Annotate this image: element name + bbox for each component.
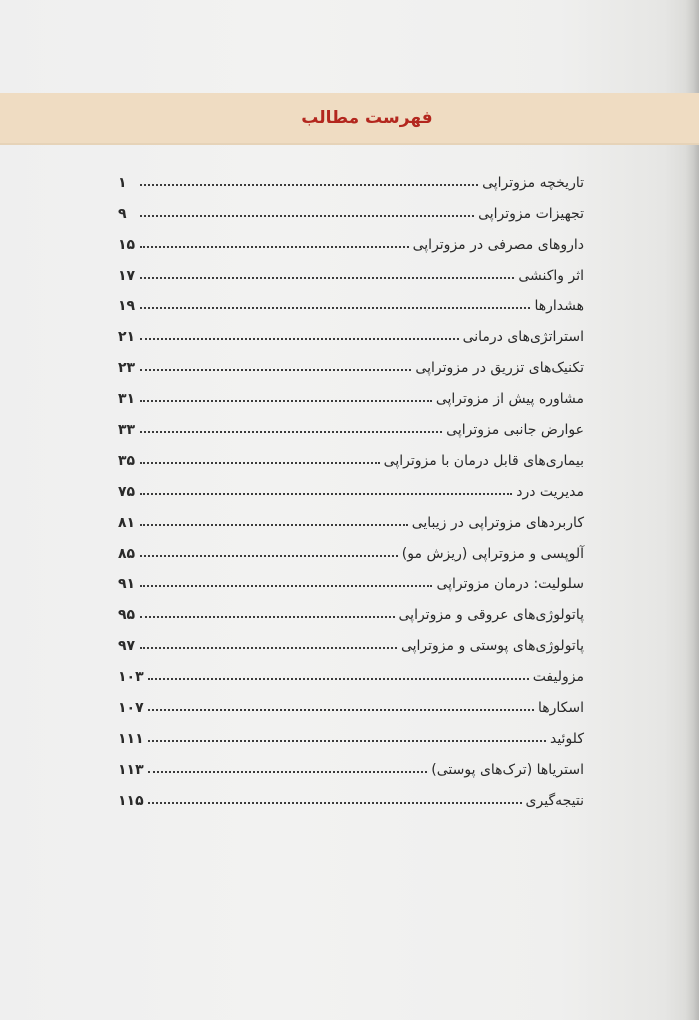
toc-entry-title: استریاها (ترک‌های پوستی) xyxy=(431,761,584,778)
toc-entry-title: تکنیک‌های تزریق در مزوتراپی xyxy=(415,360,584,377)
dot-leader xyxy=(140,277,514,279)
toc-entry xyxy=(118,345,584,376)
dot-leader xyxy=(140,184,478,186)
toc-entry-title: پاتولوژی‌های پوستی و مزوتراپی xyxy=(400,638,584,655)
toc-entry xyxy=(118,438,584,469)
toc-entry-page-number: ۱۷ xyxy=(118,267,136,284)
toc-entry-title: مزولیفت xyxy=(532,669,584,686)
toc-entry-page-number: ۹۵ xyxy=(118,607,136,624)
toc-entry xyxy=(118,407,584,438)
toc-entry-page-number: ۱۰۷ xyxy=(118,700,144,717)
toc-entry-page-number: ۷۵ xyxy=(118,483,136,500)
toc-entry-title: اثر واکنشی xyxy=(518,267,584,284)
toc-entry xyxy=(118,592,584,623)
dot-leader xyxy=(140,493,512,495)
toc-entry-page-number: ۱۵ xyxy=(118,236,136,253)
toc-entry-title: مدیریت درد xyxy=(516,483,584,500)
toc-entry xyxy=(118,160,584,191)
toc-entry-title: مشاوره پیش از مزوتراپی xyxy=(435,391,584,408)
toc-entry-title: تاریخچه مزوتراپی xyxy=(482,174,584,191)
toc-entry xyxy=(118,284,584,315)
toc-entry xyxy=(118,531,584,562)
page-title: فهرست مطالب xyxy=(301,108,433,128)
toc-entry-page-number: ۲۱ xyxy=(118,329,136,346)
dot-leader xyxy=(140,400,432,402)
toc-entry xyxy=(118,314,584,345)
toc-entry xyxy=(118,685,584,716)
toc-entry-page-number: ۱۹ xyxy=(118,298,136,315)
toc-entry xyxy=(118,562,584,593)
dot-leader xyxy=(140,647,397,649)
toc-entry-page-number: ۱۱۵ xyxy=(118,792,144,809)
toc-entry-title: تجهیزات مزوتراپی xyxy=(478,205,584,222)
toc-entry-title: کاربردهای مزوتراپی در زیبایی xyxy=(411,514,584,531)
toc-entry xyxy=(118,747,584,778)
toc-entry-page-number: ۳۱ xyxy=(118,391,136,408)
dot-leader xyxy=(140,338,459,340)
dot-leader xyxy=(140,369,411,371)
dot-leader xyxy=(148,678,529,680)
dot-leader xyxy=(140,215,474,217)
toc-entry-title: آلوپسی و مزوتراپی (ریزش مو) xyxy=(401,545,584,562)
header-band xyxy=(0,93,699,145)
toc-entry-page-number: ۸۵ xyxy=(118,545,136,562)
toc-entry-page-number: ۹ xyxy=(118,205,127,222)
toc-entry-title: کلوئید xyxy=(549,730,584,747)
toc-entry-page-number: ۹۱ xyxy=(118,576,136,593)
dot-leader xyxy=(140,524,408,526)
dot-leader xyxy=(140,246,409,248)
dot-leader xyxy=(140,616,395,618)
toc-entry-title: بیماری‌های قابل درمان با مزوتراپی xyxy=(383,452,584,469)
toc-entry xyxy=(118,623,584,654)
toc-entry-page-number: ۱۱۳ xyxy=(118,761,144,778)
toc-entry-page-number: ۹۷ xyxy=(118,638,136,655)
page-edge-shadow xyxy=(685,0,699,1020)
toc-entry-title: عوارض جانبی مزوتراپی xyxy=(446,422,584,439)
dot-leader xyxy=(148,771,428,773)
dot-leader xyxy=(140,555,398,557)
toc-entry xyxy=(118,654,584,685)
toc-entry xyxy=(118,222,584,253)
dot-leader xyxy=(140,462,380,464)
dot-leader xyxy=(140,585,432,587)
dot-leader xyxy=(148,802,522,804)
toc-entry xyxy=(118,716,584,747)
toc-entry xyxy=(118,191,584,222)
toc-entry-page-number: ۱ xyxy=(118,174,127,191)
toc-entry xyxy=(118,376,584,407)
toc-entry-title: پاتولوژی‌های عروقی و مزوتراپی xyxy=(398,607,584,624)
toc-entry-page-number: ۳۳ xyxy=(118,422,136,439)
toc-entry-page-number: ۱۱۱ xyxy=(118,730,144,747)
toc-entry-title: نتیجه‌گیری xyxy=(525,792,584,809)
toc-entry-page-number: ۲۳ xyxy=(118,360,136,377)
dot-leader xyxy=(148,709,534,711)
toc-entry-title: استراتژی‌های درمانی xyxy=(462,329,584,346)
dot-leader xyxy=(140,431,442,433)
toc-entry-page-number: ۳۵ xyxy=(118,452,136,469)
dot-leader xyxy=(148,740,546,742)
toc-entry-page-number: ۸۱ xyxy=(118,514,136,531)
toc-entry xyxy=(118,469,584,500)
toc-entry xyxy=(118,778,584,809)
dot-leader xyxy=(140,307,530,309)
table-of-contents xyxy=(118,160,584,809)
toc-entry-title: سلولیت: درمان مزوتراپی xyxy=(436,576,584,593)
toc-entry-title: هشدارها xyxy=(534,298,584,315)
toc-entry xyxy=(118,500,584,531)
toc-entry-page-number: ۱۰۳ xyxy=(118,669,144,686)
toc-entry-title: اسکارها xyxy=(537,700,584,717)
toc-entry xyxy=(118,253,584,284)
toc-entry-title: داروهای مصرفی در مزوتراپی xyxy=(412,236,584,253)
